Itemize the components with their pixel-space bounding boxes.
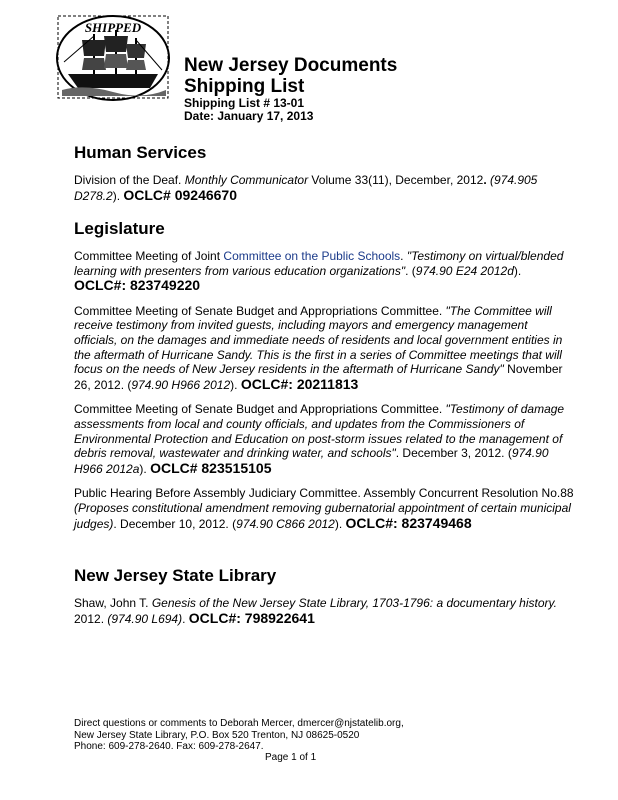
list-item: Shaw, John T. Genesis of the New Jersey State Library, 1703-1796: a documentary history. 2012. (974.90 L694). OCLC#: 798922641 <box>74 596 557 626</box>
oclc-number: OCLC#: 823749468 <box>345 514 472 531</box>
list-item: Public Hearing Before Assembly Judiciary Committee. Assembly Concurrent Resolution No.88 (Proposes constitutional amendment removing gubernatorial appointment of certain municipal judges). December 10, 2012. (974.90 C866 2012). OCLC#: 823749468 <box>74 486 574 531</box>
footer-line: Direct questions or comments to Deborah Mercer, dmercer@njstatelib.org, <box>74 718 404 729</box>
section-legislature <box>74 219 574 541</box>
oclc-number: OCLC#: 20211813 <box>240 375 359 392</box>
shipping-date: Date: January 17, 2013 <box>184 109 314 123</box>
footer-line: Phone: 609-278-2640. Fax: 609-278-2647. <box>74 741 264 752</box>
oclc-number: OCLC#: 823749220 <box>74 277 201 294</box>
document-header <box>184 55 397 123</box>
oclc-number: OCLC# 823515105 <box>150 459 272 476</box>
list-item: Committee Meeting of Senate Budget and Appropriations Committee. "Testimony of damage assessments from local and county officials, and updates from the Commissioners of Environmental Protection and Education on post-storm issues related to the management of debris removal, wastewater and drinking water, and schools". December 3, 2012. (974.90 H966 2012a). OCLC# 823515105 <box>74 402 565 476</box>
section-heading: New Jersey State Library <box>74 566 277 585</box>
list-item: Division of the Deaf. Monthly Communicator Volume 33(11), December, 2012. (974.905 D278.2). OCLC# 09246670 <box>74 173 538 203</box>
doc-title-line2: Shipping List <box>184 76 305 97</box>
shipping-list-number: Shipping List # 13-01 <box>184 96 305 110</box>
sailing-ship-shipped-logo <box>54 12 172 102</box>
list-item: Committee Meeting of Joint Committee on the Public Schools. "Testimony on virtual/blended learning with presenters from various education organizations". (974.90 E24 2012d). OCLC#: 823749220 <box>74 249 564 294</box>
committee-link[interactable]: Committee on the Public Schools <box>223 249 401 263</box>
logo-text: SHIPPED <box>84 20 142 35</box>
section-state-library <box>74 566 574 636</box>
section-heading: Legislature <box>74 219 165 238</box>
section-human-services <box>74 143 574 213</box>
footer-line: New Jersey State Library, P.O. Box 520 Trenton, NJ 08625-0520 <box>74 729 360 741</box>
oclc-number: OCLC# 09246670 <box>123 186 238 203</box>
section-heading: Human Services <box>74 143 207 162</box>
oclc-number: OCLC#: 798922641 <box>188 609 315 626</box>
page-number: Page 1 of 1 <box>265 752 317 763</box>
doc-title-line1: New Jersey Documents <box>184 55 398 76</box>
list-item: Committee Meeting of Senate Budget and Appropriations Committee. "The Committee will receive testimony from invited guests, including mayors and emergency management officials, on the damages and immediate needs of residents and local government entities in the aftermath of Hurricane Sandy. This is the first in a series of Committee meetings that will focus on the needs of New Jersey residents in the aftermath of Hurricane Sandy" November 26, 2012. (974.90 H966 2012). OCLC#: 20211813 <box>74 303 563 392</box>
footer-contact <box>74 718 404 753</box>
